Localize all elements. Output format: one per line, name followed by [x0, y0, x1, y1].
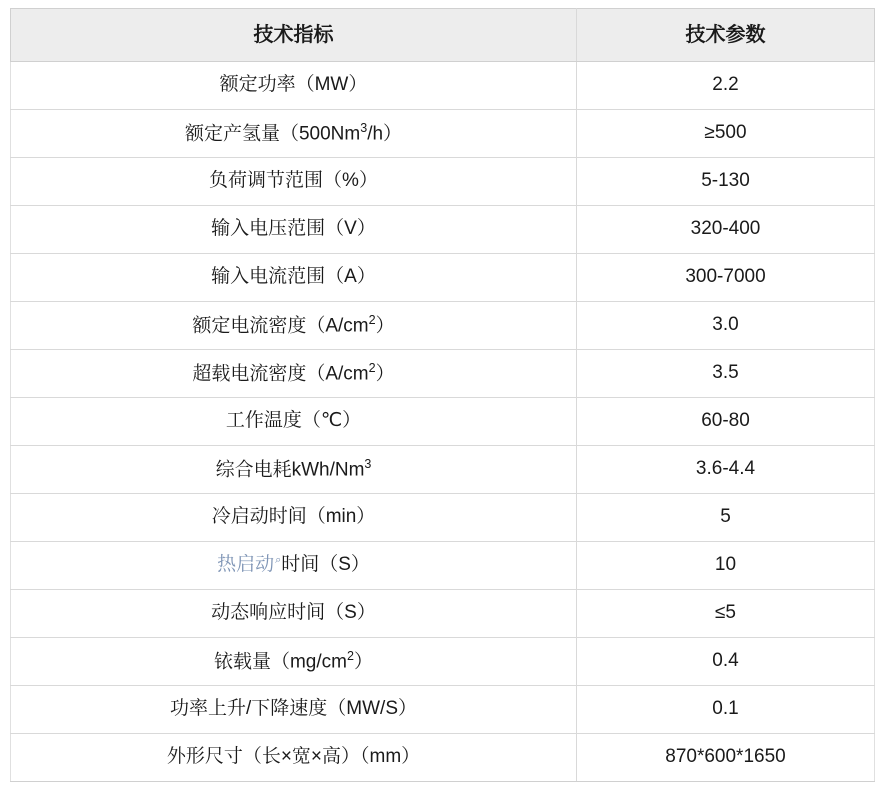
table-header-row	[11, 9, 875, 62]
cell-indicator: 超载电流密度$(A/cm^2)$	[11, 350, 577, 398]
cell-indicator: 负荷调节范围（%）	[11, 158, 577, 206]
table-row	[11, 686, 875, 734]
table-row	[11, 206, 875, 254]
table-body	[11, 62, 875, 782]
cell-indicator: 外形尺寸（长×宽×高）（mm）	[11, 734, 577, 782]
table-row	[11, 302, 875, 350]
table-header	[11, 9, 875, 62]
cell-parameter: ≤5	[577, 590, 875, 638]
table-row	[11, 398, 875, 446]
cell-indicator: 额定功率（MW）	[11, 62, 577, 110]
cell-parameter: 0.4	[577, 638, 875, 686]
table-row	[11, 158, 875, 206]
cell-indicator: 额定电流密度$(A/cm^2)$	[11, 302, 577, 350]
cell-parameter: 300-7000	[577, 254, 875, 302]
cell-indicator: 动态响应时间（S）	[11, 590, 577, 638]
cell-parameter: 60-80	[577, 398, 875, 446]
cell-parameter: 3.5	[577, 350, 875, 398]
cell-indicator: 综合电耗kWh/Nm$^3$	[11, 446, 577, 494]
table-row	[11, 62, 875, 110]
table-row	[11, 110, 875, 158]
cell-indicator: 功率上升/下降速度（MW/S）	[11, 686, 577, 734]
cell-parameter: 3.0	[577, 302, 875, 350]
cell-parameter: 320-400	[577, 206, 875, 254]
table-row	[11, 734, 875, 782]
cell-parameter: 5	[577, 494, 875, 542]
cell-parameter: 870*600*1650	[577, 734, 875, 782]
cell-indicator: 冷启动时间（min）	[11, 494, 577, 542]
table-row	[11, 350, 875, 398]
table-row	[11, 542, 875, 590]
cell-parameter: ≥500	[577, 110, 875, 158]
cell-parameter: 10	[577, 542, 875, 590]
technical-specification-table	[10, 8, 875, 782]
cell-parameter: 3.6-4.4	[577, 446, 875, 494]
table-row	[11, 494, 875, 542]
cell-indicator: 铱载量$(mg/cm^2)$	[11, 638, 577, 686]
column-header-indicator: 技术指标	[11, 9, 577, 62]
cell-indicator-text: 时间（S）	[281, 554, 370, 576]
search-icon[interactable]: ⌕	[275, 553, 282, 566]
cell-indicator: 输入电流范围（A）	[11, 254, 577, 302]
cell-indicator: 输入电压范围（V）	[11, 206, 577, 254]
cell-indicator	[11, 542, 577, 590]
column-header-parameter: 技术参数	[577, 9, 875, 62]
cell-parameter: 5-130	[577, 158, 875, 206]
cell-indicator: 工作温度（℃）	[11, 398, 577, 446]
cell-indicator: 额定产氢量（500Nm$^3$/h）	[11, 110, 577, 158]
table-row	[11, 254, 875, 302]
table-row	[11, 446, 875, 494]
table-row	[11, 638, 875, 686]
cell-parameter: 2.2	[577, 62, 875, 110]
table-row	[11, 590, 875, 638]
cell-parameter: 0.1	[577, 686, 875, 734]
highlighted-term[interactable]: 热启动	[217, 554, 275, 576]
